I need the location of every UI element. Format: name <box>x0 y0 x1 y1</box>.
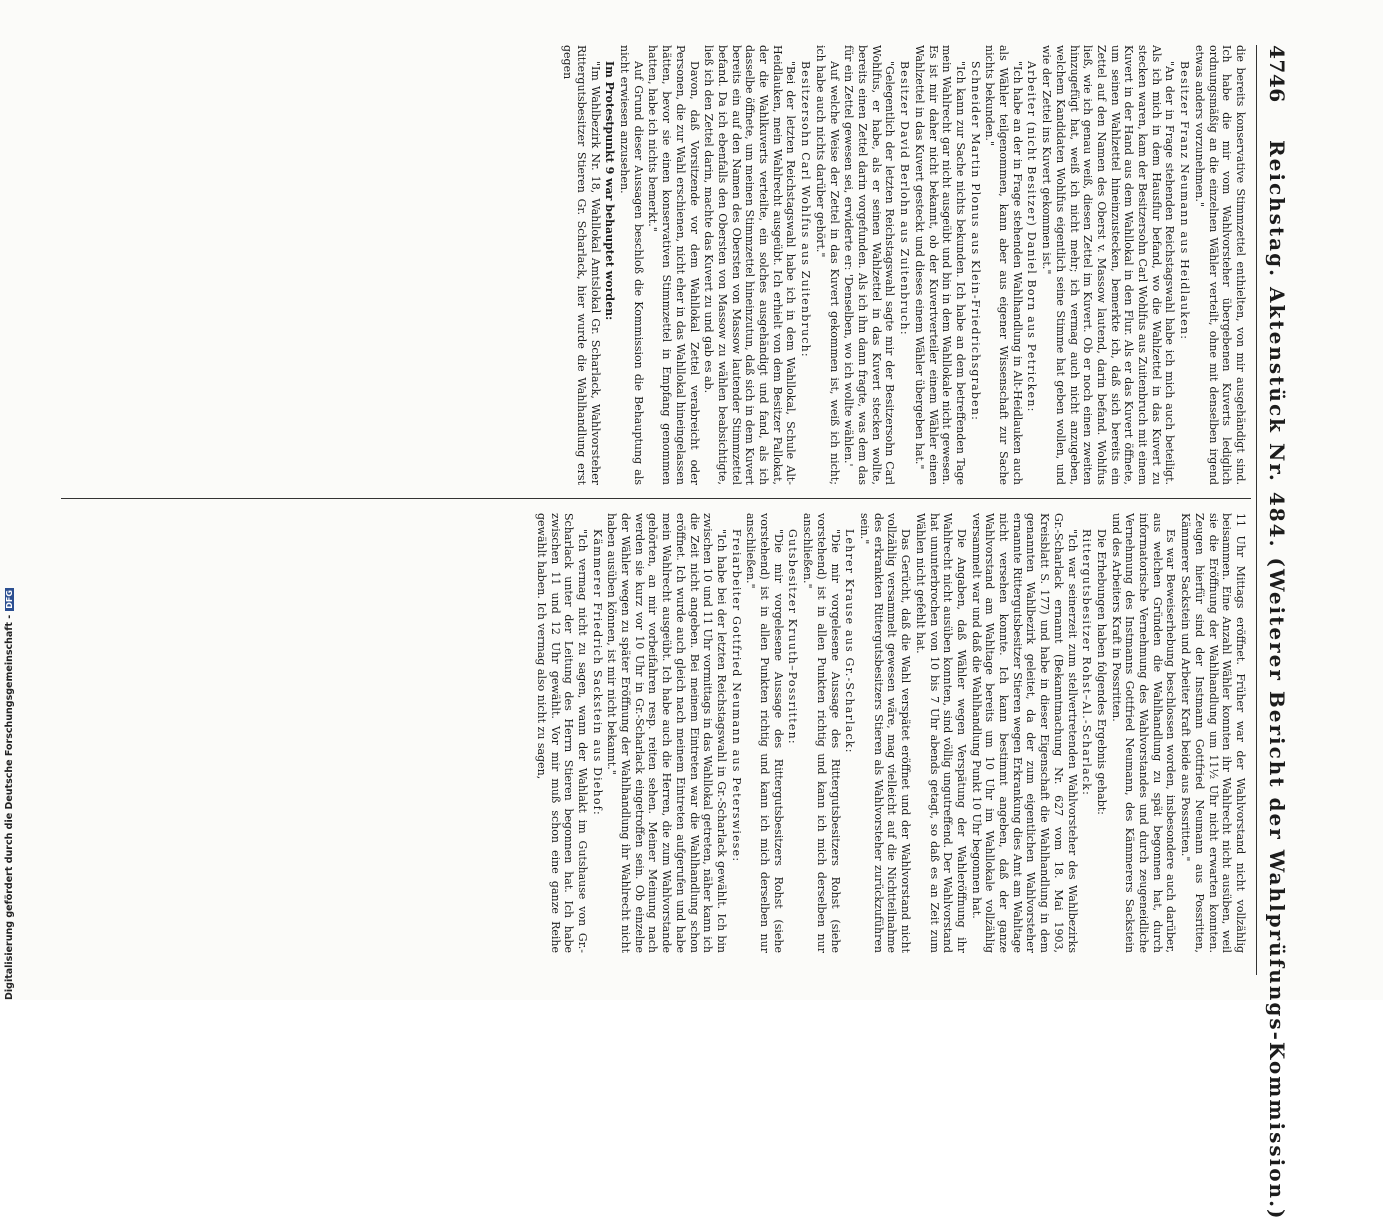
witness-heading: Arbeiter (nicht Besitzer) Daniel Born aus Petricken: <box>1025 61 1039 413</box>
witness-heading: Schneider Martin Plonus aus Klein-Friedrichsgraben: <box>968 61 982 422</box>
testimony: Das Gerücht, daß die Wahl verspätet eröffnet und der Wahlvorstand nicht vollzählig versammelt gewesen wäre, mag vielleicht auf die Nichtteilnahme des erkrankten Rittergutsbesitzers Stieren als Wahlvorsteher zurückzuführen sein." <box>858 513 913 953</box>
dfg-logo: DFG <box>5 590 14 609</box>
witness-heading: Kämmerer Friedrich Sackstein aus Diehof: <box>590 529 604 816</box>
paragraph: 11 Uhr Mittags eröffnet. Früher war der Wahlvorstand nicht vollzählig beisammen. Eine Anzahl Wähler konnten ihr Wahlrecht nicht ausüben, weil sie die Eröffnung der Wahlhandlung um 11½ Uhr nicht erwarten konnten. Zeugen hierfür sind der Instmann Gottfried Neumann aus Possritten, Kämmerer Sackstein und Arbeiter Kraft beide aus Possritten." <box>1179 513 1247 953</box>
witness-heading: Besitzer David Berlohn aus Zuitenbruch: <box>898 61 912 336</box>
page-header <box>1251 45 1291 1221</box>
witness-heading: Gutsbesitzer Kruuth–Possritten: <box>786 529 800 745</box>
witness-heading: Freiarbeiter Gottfried Neumann aus Peterswiese: <box>729 529 743 863</box>
paragraph: Die Erhebungen haben folgendes Ergebnis gehabt: <box>1094 529 1108 815</box>
testimony: "An der in Frage stehenden Reichstagswahl habe ich mich auch beteiligt. Als ich mich in dem Hausflur befand, wo die Wahlzettel in das Kuvert zu stecken waren, kam der Besitzersohn Carl Wohlfus aus Zuitenbruch mit einem Kuvert in der Hand aus dem Wahllokal in den Flur. Als er das Kuvert öffnete, um seinen Wahlzettel hineinzustecken, bemerkte ich, daß sich bereits ein Zettel auf den Namen des Oberst v. Massow lautend, darin befand. Wohlfus ließ, wie ich genau weiß, diesen Zettel im Kuvert. Ob er noch einen zweiten hinzugefügt hat, weiß ich nicht mehr; ich vermag auch nicht anzugeben, welchem Kandidaten Wohlfus eigentlich seine Stimme hat geben wollen, und wie der Zettel ins Kuvert gekommen ist." <box>1040 45 1177 485</box>
testimony: "Bei der letzten Reichstagswahl habe ich in dem Wahllokal, Schule Alt-Heidlauken, mein Wahlrecht ausgeübt. Ich erhielt von dem Besitzer Pallokat, der die Wahlkuverts verteilte, ein solches ausgehändigt und fand, als ich dasselbe öffnete, um meinen Stimmzettel hineinzutun, daß sich in dem Kuvert bereits ein auf den Namen des Obersten von Massow lautender Stimmzettel befand. Da ich ebenfalls den Obersten von Massow zu wählen beabsichtigte, ließ ich den Zettel darin, machte das Kuvert zu und gab es ab. <box>702 45 798 485</box>
testimony: "Ich war seinerzeit zum stellvertretenden Wahlvorsteher des Wahlbezirks Gr.-Scharlack ernannt (Bekanntmachung Nr. 627 vom 18. Mai 1903, Kreisblatt S. 177) und habe in dieser Eigenschaft die Wahlhandlung in dem genannten Wahlbezirk geleitet, da der zum eigentlichen Wahlvorsteher ernannte Rittergutsbesitzer Stieren wegen Erkrankung dies Amt am Wahltage nicht versehen konnte. Ich kann bestimmt angeben, daß der ganze Wahlvorstand am Wahltage bereits um 10 Uhr im Wahllokale vollzählig versammelt war und daß die Wahlhandlung Punkt 10 Uhr begonnen hat. <box>969 513 1079 953</box>
testimony: "Gelegentlich der letzten Reichstagswahl sagte mir der Besitzersohn Carl Wohlfus, er habe, als er seinen Wahlzettel in das Kuvert stecken wollte, bereits einen Zettel darin vorgefunden. Als ich ihn dann fragte, was dem das für ein Zettel gewesen sei, erwiderte er: 'Denselben, wo ich wollte wählen.' <box>842 45 897 485</box>
witness-heading: Besitzer Franz Neumann aus Heidlauken: <box>1178 61 1192 341</box>
paragraph: Auf Grund dieser Aussagen beschloß die Kommission die Behauptung als nicht erwiesen anzusehen. <box>618 45 645 485</box>
page-number: 4746 <box>1265 45 1289 103</box>
testimony: Auf welche Weise der Zettel in das Kuvert gekommen ist, weiß ich nicht; ich habe auch nichts darüber gehört." <box>813 45 841 485</box>
testimony: "Ich kann zur Sache nichts bekunden. Ich habe an dem betreffenden Tage mein Wahlrecht gar nicht ausgeübt und bin in dem Wahllokale nicht gewesen. Es ist mir daher nicht bekannt, ob der Kuvertverteiler einem Wähler einen Wahlzettel in das Kuvert gesteckt und dieses einem Wähler übergeben hat." <box>912 45 967 485</box>
left-text-column <box>67 45 1247 485</box>
right-text-column <box>67 513 1247 953</box>
testimony: "Ich habe bei der letzten Reichstagswahl in Gr.-Scharlack gewählt. Ich bin zwischen 10 und 11 Uhr vormittags in das Wahllokal getreten, näher kann ich die Zeit nicht angeben. Bei meinem Eintreten war die Wahlhandlung schon eröffnet. Ich wurde auch gleich nach meinem Eintreten aufgerufen und habe mein Wahlrecht ausgeübt. Ich habe auch die Herren, die zum Wahlvorstande gehörten, an mir vorbeifahren resp. reiten sehen. Meiner Meinung nach werden sie kurz vor 10 Uhr in Gr.-Scharlack eingetroffen sein. Ob einzelne der Wähler wegen zu später Eröffnung der Wahlhandlung ihr Wahlrecht nicht haben ausüben können, ist mir nicht bekannt." <box>605 513 728 953</box>
running-title: Reichstag. Aktenstück Nr. 484. (Weiterer Bericht der Wahlprüfungs-Kommission.) <box>1265 140 1289 1221</box>
testimony: "Ich habe an der in Frage stehenden Wahlhandlung in Alt-Heidlauken auch als Wähler teilgenommen, kann aber aus eigener Wissenschaft zur Sache nichts bekunden." <box>983 45 1024 485</box>
paragraph: Es war Beweiserhebung beschlossen worden, insbesondere auch darüber, aus welchen Gründen die Wahlhandlung zu spät begonnen hat, durch informatorische Vernehmung des Wahlvorstandes und durch zeugeneidliche Vernehmung des Instmanns Gottfried Neumann, des Kämmerers Sackstein und des Arbeiters Kraft in Possritten. <box>1109 513 1178 953</box>
witness-heading: Besitzersohn Carl Wohlfus aus Zuitenbruch: <box>799 61 813 358</box>
header-rule <box>1256 45 1257 975</box>
testimony: Davon, daß Vorsitzende vor dem Wahllokal Zettel verabreicht oder Personen, die zur Wahl erschienen, nicht eher in das Wahllokal hineingelassen hätten, bevor sie einen konservativen Stimmzettel in Empfang genommen hatten, habe ich nichts bemerkt." <box>646 45 701 485</box>
testimony: "Die mir vorgelesene Aussage des Rittergutsbesitzers Rohst (siehe vorstehend) ist in allen Punkten richtig und kann ich mich derselben nur anschließen." <box>801 513 842 953</box>
witness-heading: Lehrer Krause aus Gr.-Scharlack: <box>843 529 857 754</box>
digitization-credit <box>4 10 18 1000</box>
testimony: "Ich vermag nicht zu sagen, wann der Wahlakt im Gutshause von Gr.-Scharlack unter der Leitung des Herrn Stieren begonnen hat. Ich habe zwischen 11 und 12 Uhr gewählt. Vor mir muß schon eine ganze Reihe gewählt haben. Ich vermag also nicht zu sagen, <box>534 513 589 953</box>
witness-heading: Rittergutsbesitzer Rohst–Al.-Scharlack: <box>1080 529 1094 797</box>
protest-quote: "Im Wahlbezirk Nr. 18, Wahllokal Amtslokal Gr. Scharlack, Wahlvorsteher Rittergutsbesitzer Stieren Gr. Scharlack, hier wurde die Wahlhandlung erst gegen <box>561 45 602 485</box>
credit-text: Digitalisierung gefördert durch die Deutsche Forschungsgemeinschaft - <box>4 614 15 1000</box>
testimony: "Die mir vorgelesene Aussage des Rittergutsbesitzers Rohst (siehe vorstehend) ist in allen Punkten richtig und kann ich mich derselben nur anschließen." <box>744 513 785 953</box>
protest-point-heading: Im Protestpunkt 9 war behauptet worden: <box>603 61 617 321</box>
paragraph: die bereits konservative Stimmzettel enthielten, von mir ausgehändigt sind. Ich habe die mir vom Wahlvorsteher übergebenen Kuverts lediglich ordnungsmäßig an die einzelnen Wähler verteilt, ohne mit denselben irgend etwas anders vorzunehmen." <box>1192 45 1247 485</box>
column-divider <box>61 498 1251 499</box>
testimony: Die Angaben, daß Wähler wegen Verspätung der Wahleröffnung ihr Wahlrecht nicht ausüben konnten, sind völlig ungutreffend. Der Wahlvorstand hat ununterbrochen von 10 bis 7 Uhr abends getagt, so daß es an Zeit zum Wählen nicht gefehlt hat. <box>913 513 968 953</box>
rotated-document-page <box>51 45 1291 1221</box>
